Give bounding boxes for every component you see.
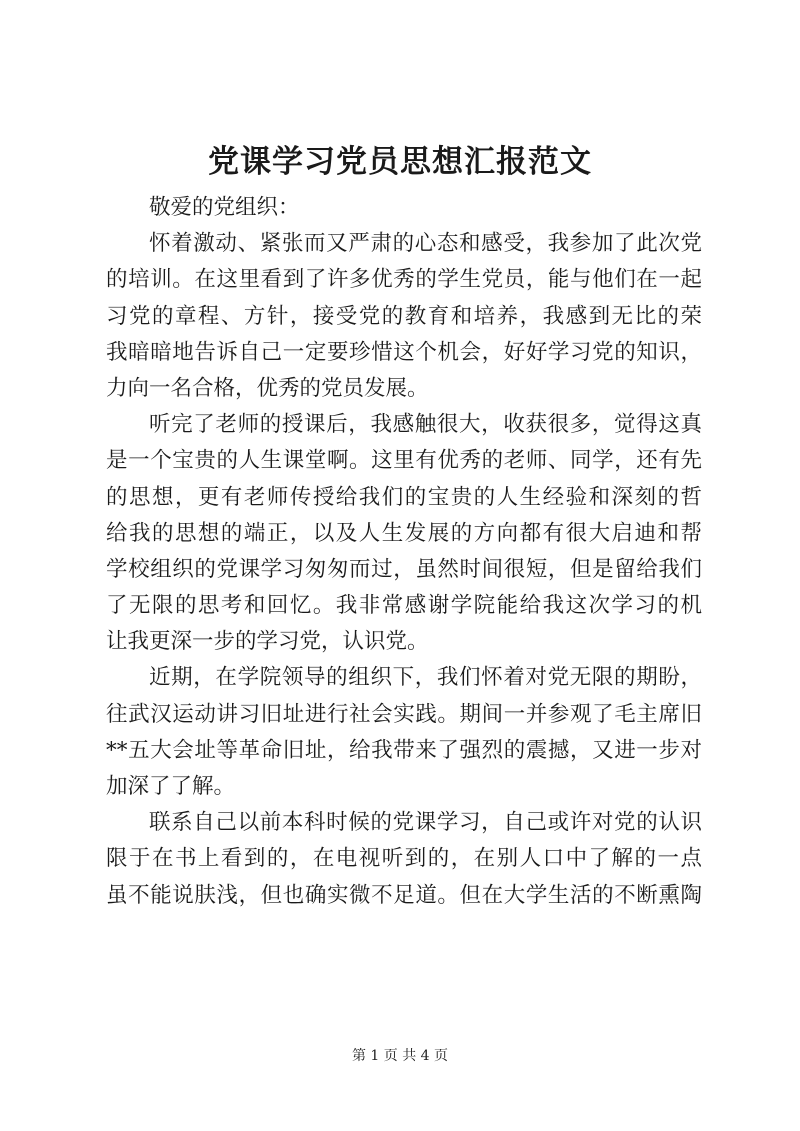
text-line: 力向一名合格，优秀的党员发展。 (106, 375, 429, 401)
text-line: 我暗暗地告诉自己一定要珍惜这个机会，好好学习党的知识， (106, 339, 702, 365)
document-body (106, 190, 702, 914)
document-title: 党课学习党员思想汇报范文 (208, 144, 592, 180)
text-line: 习党的章程、方针，接受党的教育和培养，我感到无比的荣 (106, 303, 702, 329)
page-number-footer: 第 1 页 共 4 页 (351, 1048, 449, 1064)
text-line: 了无限的思考和回忆。我非常感谢学院能给我这次学习的机 (106, 593, 702, 619)
text-line: 是一个宝贵的人生课堂啊。这里有优秀的老师、同学，还有先 (106, 448, 702, 474)
text-line: 学校组织的党课学习匆匆而过，虽然时间很短，但是留给我们 (106, 556, 702, 582)
greeting-line: 敬爱的党组织： (149, 195, 300, 220)
text-line: 给我的思想的端正，以及人生发展的方向都有很大启迪和帮 (106, 520, 702, 546)
text-line: 近期，在学院领导的组织下，我们怀着对党无限的期盼， (149, 665, 702, 691)
text-line: 联系自己以前本科时候的党课学习，自己或许对党的认识 (149, 810, 702, 836)
text-line: 怀着激动、紧张而又严肃的心态和感受，我参加了此次党 (149, 231, 702, 257)
text-line: 往武汉运动讲习旧址进行社会实践。期间一并参观了毛主席旧 (106, 701, 702, 727)
text-line: **五大会址等革命旧址，给我带来了强烈的震撼，又进一步对 (106, 737, 702, 763)
text-line: 听完了老师的授课后，我感触很大，收获很多，觉得这真 (149, 412, 702, 438)
text-line: 限于在书上看到的，在电视听到的，在别人口中了解的一点 (106, 846, 702, 872)
text-line: 的培训。在这里看到了许多优秀的学生党员，能与他们在一起 (106, 267, 702, 293)
text-line: 的思想，更有老师传授给我们的宝贵的人生经验和深刻的哲 (106, 484, 702, 510)
text-line: 让我更深一步的学习党，认识党。 (106, 629, 429, 655)
text-line: 虽不能说肤浅，但也确实微不足道。但在大学生活的不断熏陶 (106, 882, 702, 908)
text-line: 加深了了解。 (106, 774, 236, 799)
